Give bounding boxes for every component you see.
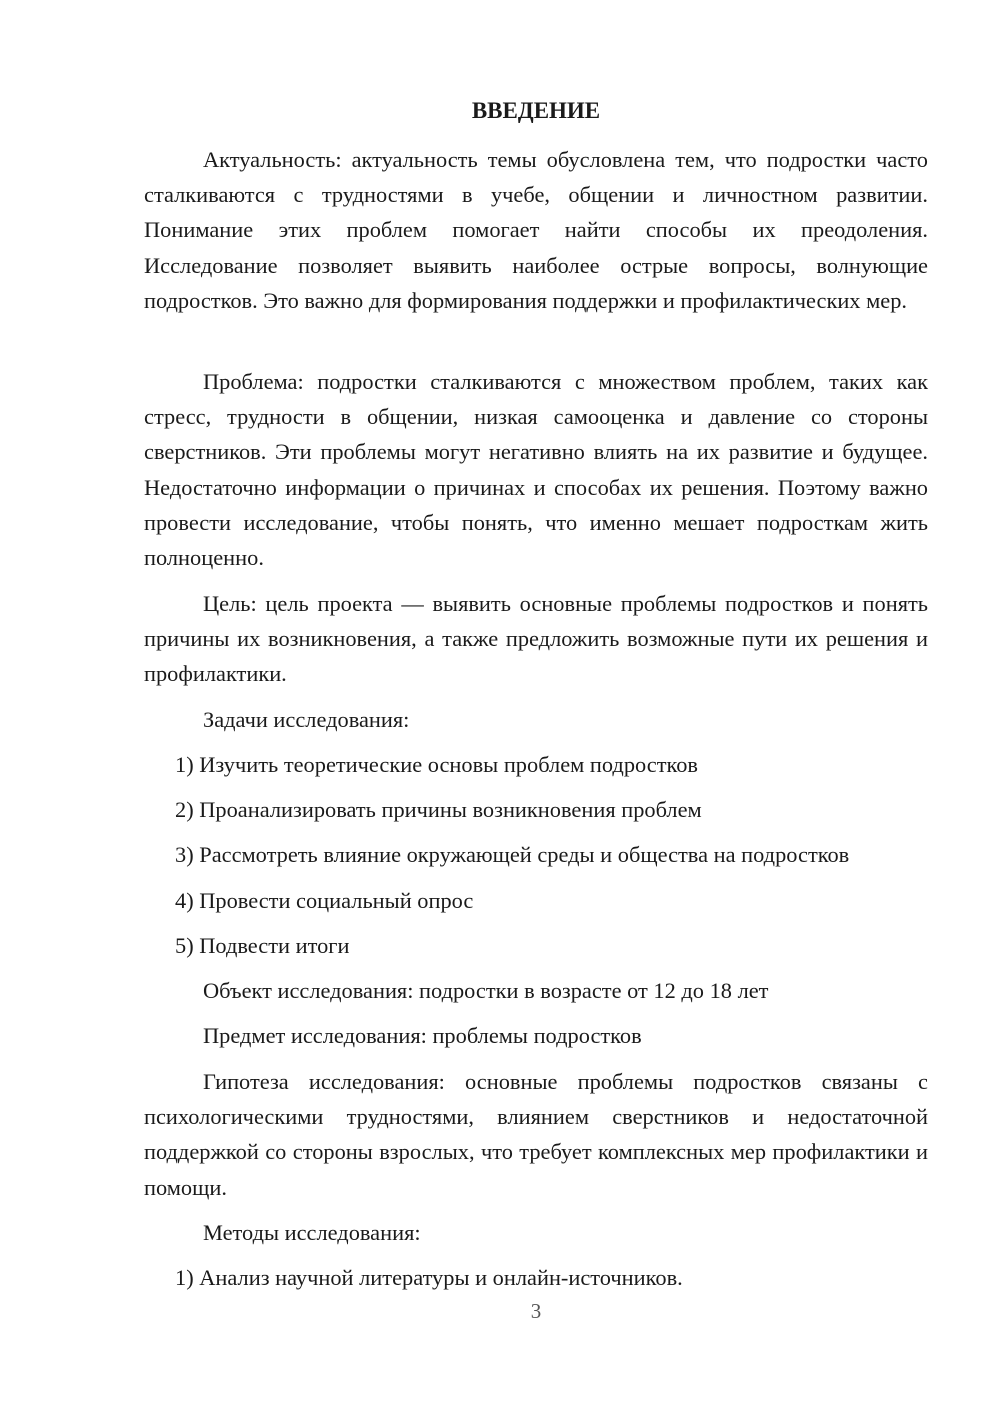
method-item: 1) Анализ научной литературы и онлайн-источников.: [175, 1265, 683, 1290]
methods-title: Методы исследования:: [203, 1220, 421, 1245]
task-item: 2) Проанализировать причины возникновения проблем: [175, 797, 702, 822]
hypothesis-paragraph: Гипотеза исследования: основные проблемы подростков связаны с психологическими трудностями, влиянием сверстников и недостаточной поддержкой со стороны взрослых, что требует комплексных мер профилактики и помощи.: [144, 1069, 928, 1200]
research-subject: Предмет исследования: проблемы подростков: [203, 1023, 642, 1048]
page-title: ВВЕДЕНИЕ: [471, 98, 601, 123]
goal-paragraph: Цель: цель проекта — выявить основные проблемы подростков и понять причины их возникновения, а также предложить возможные пути их решения и профилактики.: [144, 591, 928, 687]
task-item: 3) Рассмотреть влияние окружающей среды и общества на подростков: [175, 842, 850, 867]
problem-paragraph: Проблема: подростки сталкиваются с множеством проблем, таких как стресс, трудности в общении, низкая самооценка и давление со стороны сверстников. Эти проблемы могут негативно влиять на их развитие и будущее. Недостаточно информации о причинах и способах их решения. Поэтому важно провести исследование, чтобы понять, что именно мешает подросткам жить полноценно.: [144, 369, 928, 571]
task-item: 4) Провести социальный опрос: [175, 888, 474, 913]
task-item: 5) Подвести итоги: [175, 933, 350, 958]
research-object: Объект исследования: подростки в возрасте от 12 до 18 лет: [203, 978, 769, 1003]
tasks-title: Задачи исследования:: [203, 707, 410, 732]
relevance-paragraph: Актуальность: актуальность темы обусловлена тем, что подростки часто сталкиваются с трудностями в учебе, общении и личностном развитии. Понимание этих проблем помогает найти способы их преодоления. Исследование позволяет выявить наиболее острые вопросы, волнующие подростков. Это важно для формирования поддержки и профилактических мер.: [144, 147, 928, 313]
task-item: 1) Изучить теоретические основы проблем подростков: [175, 752, 699, 777]
page-number: 3: [530, 1299, 542, 1323]
